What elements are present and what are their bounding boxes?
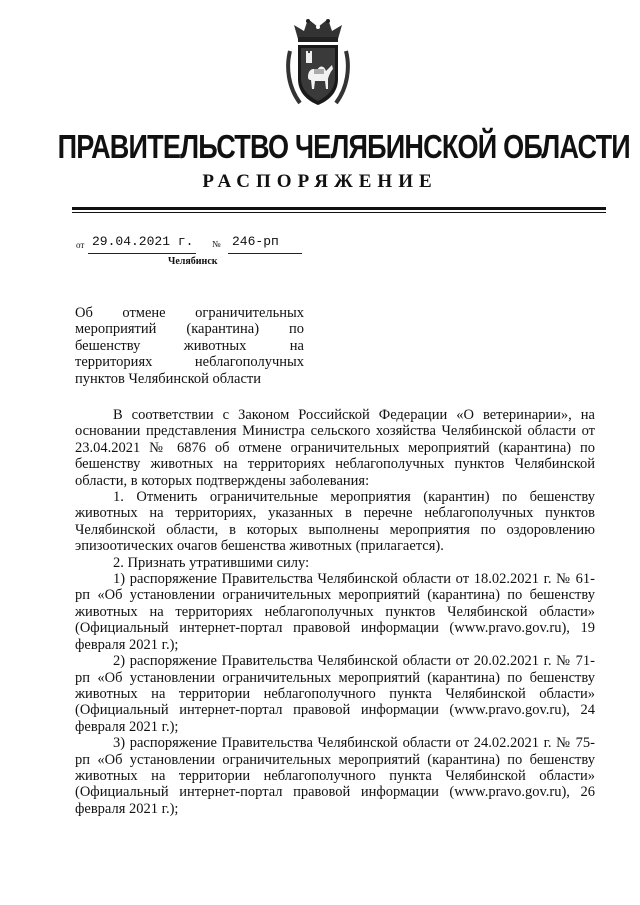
- document-subject: [75, 305, 304, 387]
- date-underline: [88, 253, 196, 254]
- subject-line: Об отмене ограничительных: [75, 305, 304, 321]
- body-paragraph: 2) распоряжение Правительства Челябинской области от 20.02.2021 г. № 71-рп «Об установлении ограничительных мероприятий (карантина) по бешенству животных на территории неблагополучного пункта Челябинской области» (Официальный интернет-портал правовой информации (www.pravo.gov.ru), 24 февраля 2021 г.);: [75, 653, 595, 735]
- body-paragraph: 3) распоряжение Правительства Челябинской области от 24.02.2021 г. № 75-рп «Об установлении ограничительных мероприятий (карантина) по бешенству животных на территории неблагополучного пункта Челябинской области» (Официальный интернет-портал правовой информации (www.pravo.gov.ru), 26 февраля 2021 г.);: [75, 735, 595, 817]
- subject-line: пунктов Челябинской области: [75, 370, 262, 387]
- document-body: [75, 407, 595, 817]
- header-divider-thick: [72, 207, 606, 210]
- body-paragraph: 1) распоряжение Правительства Челябинской области от 18.02.2021 г. № 61-рп «Об установлении ограничительных мероприятий (карантина) по бешенству животных на территориях неблагополучных пунктов Челябинской области» (Официальный интернет-портал правовой информации (www.pravo.gov.ru), 19 февраля 2021 г.);: [75, 571, 595, 653]
- document-number: 246-рп: [232, 234, 279, 249]
- body-paragraph: 1. Отменить ограничительные мероприятия (карантин) по бешенству животных на территориях, указанных в перечне неблагополучных пунктов Челябинской области, в которых выполнены мероприятия по оздоровлению эпизоотических очагов бешенства животных (прилагается).: [75, 489, 595, 555]
- subject-line: территориях неблагополучных: [75, 354, 304, 371]
- coat-of-arms-icon: [286, 17, 350, 111]
- number-prefix: №: [212, 239, 221, 249]
- header-divider-thin: [72, 212, 606, 213]
- subject-line: бешенству животных на: [75, 337, 304, 354]
- organization-title: ПРАВИТЕЛЬСТВО ЧЕЛЯБИНСКОЙ ОБЛАСТИ: [57, 128, 630, 165]
- date-prefix: от: [76, 240, 85, 250]
- subject-line: мероприятий (карантина) по: [75, 321, 304, 338]
- body-paragraph: 2. Признать утратившими силу:: [113, 554, 310, 571]
- number-underline: [228, 253, 302, 254]
- document-type-title: РАСПОРЯЖЕНИЕ: [202, 171, 438, 192]
- document-city: Челябинск: [168, 256, 218, 267]
- document-date: 29.04.2021 г.: [92, 234, 194, 249]
- body-paragraph: В соответствии с Законом Российской Федерации «О ветеринарии», на основании представления Министра сельского хозяйства Челябинской области от 23.04.2021 № 6876 об отмене ограничительных мероприятий (карантина) по бешенству животных на территориях неблагополучных пунктов Челябинской области, в которых подтверждены заболевания:: [75, 407, 595, 489]
